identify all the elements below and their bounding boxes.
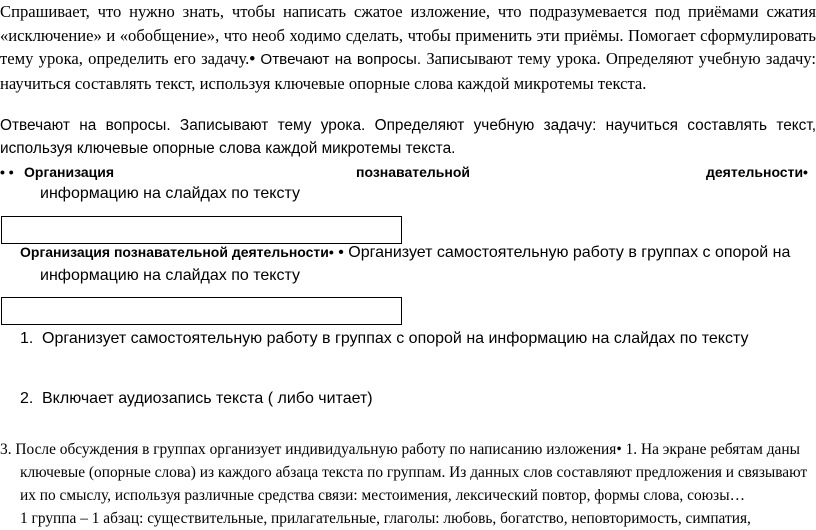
heading-word-2: познавательной xyxy=(356,164,470,180)
organization-line xyxy=(20,244,816,262)
heading-row-justified xyxy=(0,164,816,186)
bullets: • • xyxy=(0,164,14,180)
paragraph-text-rest: Записывают тему урока. Определяют учебную задачу: научиться составлять текст, используя ключевые опорные слова каждой микротемы текста. xyxy=(0,49,816,93)
paragraph-line: 3. После обсуждения в группах организует индивидуальную работу по написанию изложения• 1. На экране ребятам даны xyxy=(0,441,800,458)
paragraph-line: их по смыслу, используя различные средства связи: местоимения, лексический повтор, формы слова, союзы… xyxy=(20,487,745,504)
heading-continuation: информацию на слайдах по тексту xyxy=(40,185,300,202)
paragraph-text: Спрашивает, что нужно знать, чтобы написать сжатое изложение, что подразумевается под приёмами сжатия «исключение» и «обобщение», что необ ходимо сделать, чтобы применить эти приёмы. Помогает сформулировать тему урока, определить его задачу. xyxy=(0,2,816,68)
organization-text: • Организует самостоятельную работу в группах с опорой на xyxy=(333,244,791,261)
organization-bold-label: Организация познавательной деятельности• xyxy=(20,244,334,260)
heading-word-1: Организация xyxy=(24,164,115,180)
list-item-1: Организует самостоятельную работу в группах с опорой на информацию на слайдах по тексту xyxy=(42,330,749,347)
list-number-1: 1. xyxy=(20,330,34,347)
organization-continuation: информацию на слайдах по тексту xyxy=(40,267,300,284)
empty-input-box[interactable] xyxy=(1,216,402,244)
paragraph-student-actions: Отвечают на вопросы. Записывают тему урока. Определяют учебную задачу: научиться составлять текст, используя ключевые опорные слова каждой микротемы текста. xyxy=(0,117,816,157)
empty-input-box-2[interactable] xyxy=(1,297,402,325)
list-item-2: Включает аудиозапись текста ( либо читает) xyxy=(42,390,373,407)
paragraph-line: 1 группа – 1 абзац: существительные, прилагательные, глаголы: любовь, богатство, неповторимость, симпатия, xyxy=(20,510,751,527)
bullet: • xyxy=(249,49,256,68)
paragraph-teacher-actions xyxy=(0,0,816,95)
paragraph-small-text: Отвечают на вопросы. xyxy=(260,51,422,68)
list-number-2: 2. xyxy=(20,390,34,407)
heading-word-3: деятельности• xyxy=(706,164,808,180)
paragraph-line: ключевые (опорные слова) из каждого абзаца текста по группам. Из данных слов составляют предложения и связывают xyxy=(20,464,808,481)
